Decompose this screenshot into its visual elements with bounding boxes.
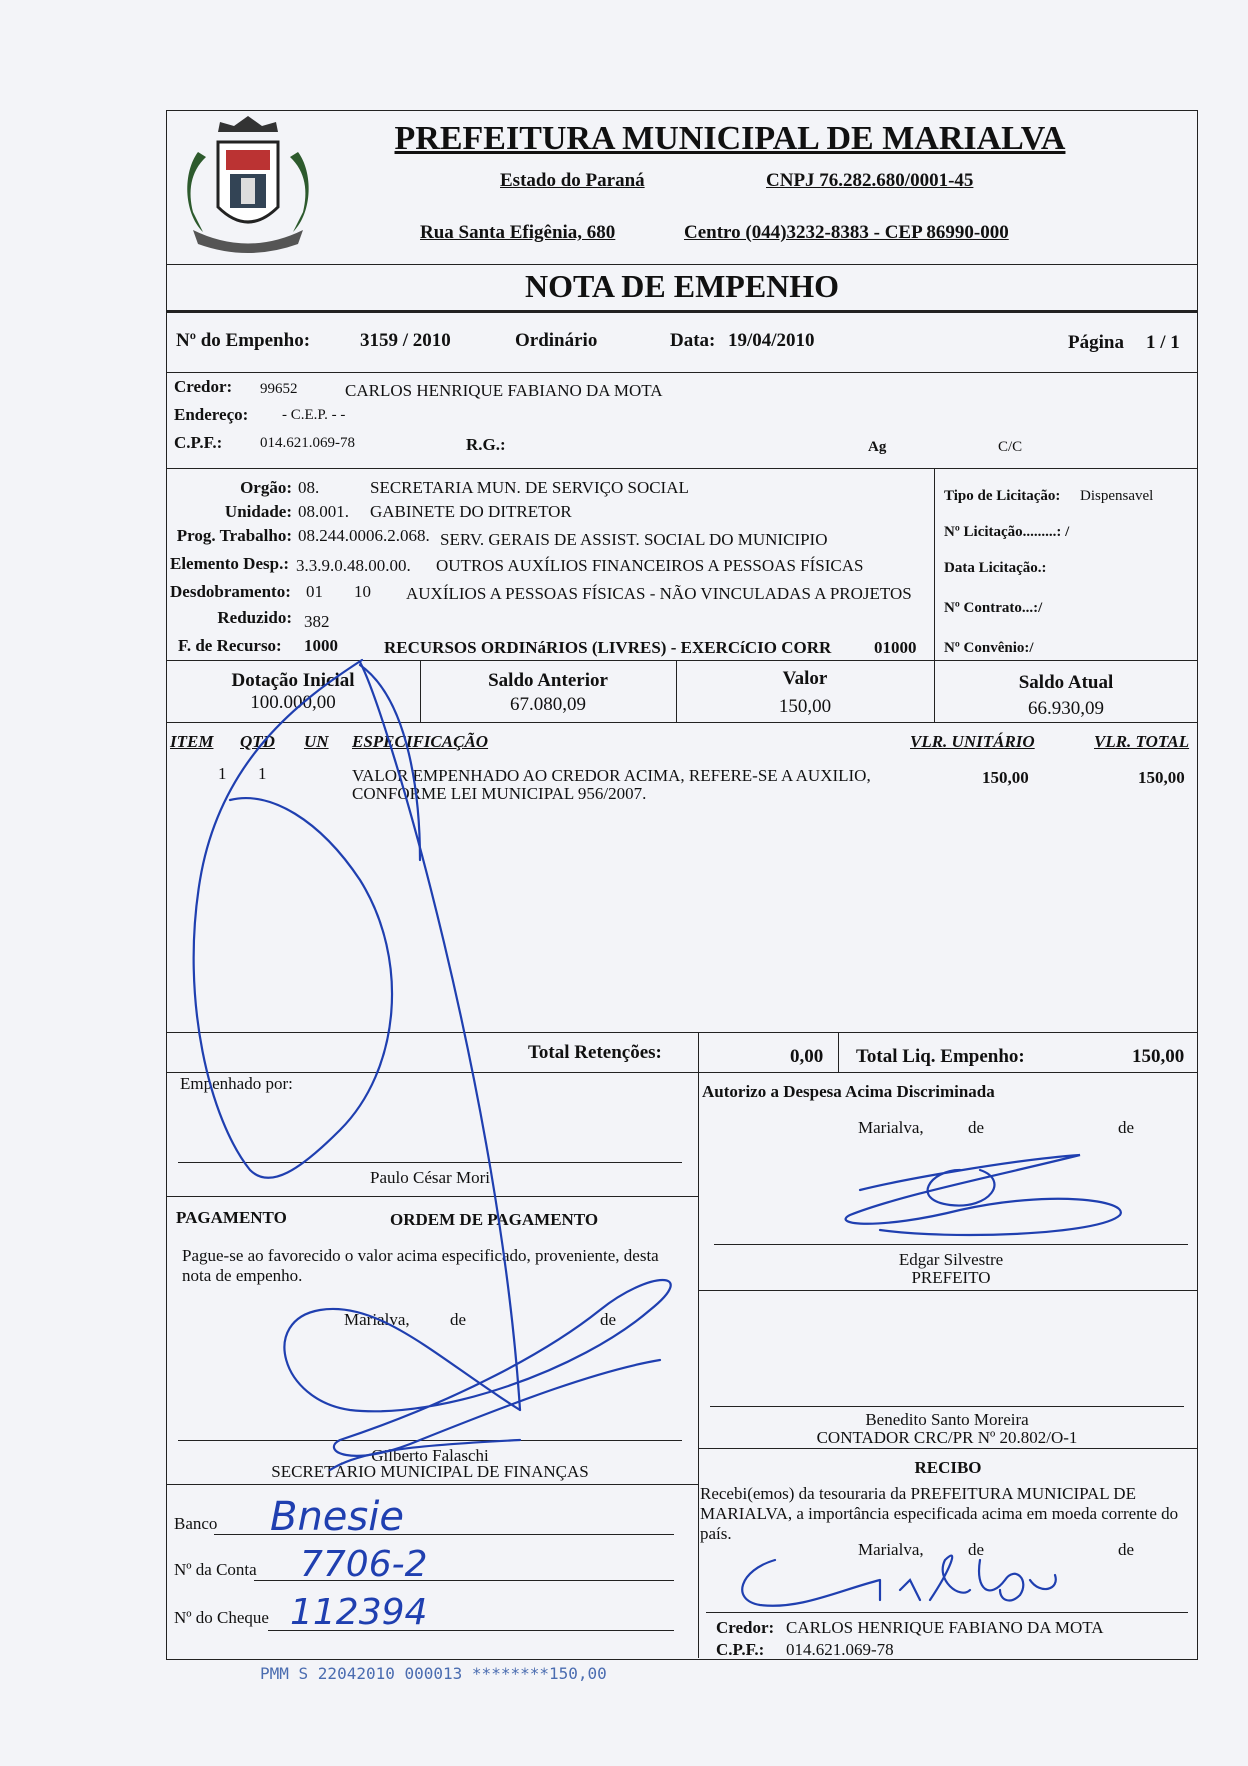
prog-value: SERV. GERAIS DE ASSIST. SOCIAL DO MUNICIPIO	[440, 530, 828, 549]
licitacao-numero: Nº Licitação.........: /	[944, 524, 1070, 540]
retencoes-label: Total Retenções:	[528, 1042, 662, 1063]
orgao-code: 08.	[298, 478, 320, 497]
secretario-name: Gilberto Falaschi	[371, 1446, 489, 1465]
recurso-code: 1000	[304, 636, 338, 655]
licitacao-tipo: Dispensavel	[1080, 488, 1154, 504]
autorizo-city: Marialva,	[858, 1118, 924, 1137]
doc-title: NOTA DE EMPENHO	[524, 268, 840, 304]
item-desc-line1: VALOR EMPENHADO AO CREDOR ACIMA, REFERE-SE A AUXILIO,	[352, 766, 871, 785]
prefeito-role: PREFEITO	[911, 1268, 991, 1287]
recurso-label: F. de Recurso:	[178, 636, 282, 655]
page-number-label: Página	[1068, 332, 1124, 353]
recibo-de1: de	[968, 1540, 985, 1559]
prog-code: 08.244.0006.2.068.	[298, 526, 430, 545]
reduzido-value: 382	[304, 612, 330, 631]
saldo-anterior-value: 67.080,09	[510, 694, 586, 715]
saldo-anterior-label: Saldo Anterior	[488, 670, 608, 691]
item-qtd: 1	[258, 764, 267, 783]
retencoes-value: 0,00	[790, 1046, 824, 1067]
payment-stamp: PMM S 22042010 000013 ********150,00	[260, 1664, 607, 1683]
dotacao-value: 100.000,00	[250, 692, 336, 713]
banco-label: Banco	[174, 1514, 218, 1533]
address-value: - C.E.P. - -	[282, 407, 346, 423]
page-title: PREFEITURA MUNICIPAL DE MARIALVA	[394, 120, 1066, 157]
pagamento-text-line1: Pague-se ao favorecido o valor acima especificado, proveniente, desta	[182, 1246, 659, 1265]
licitacao-data: Data Licitação.:	[944, 560, 1047, 576]
unidade-value: GABINETE DO DITRETOR	[370, 502, 572, 521]
autorizo-de2: de	[1118, 1118, 1135, 1137]
empenhado-name: Paulo César Mori	[370, 1168, 490, 1187]
orgao-label: Orgão:	[240, 478, 292, 497]
saldo-atual-value: 66.930,09	[1028, 698, 1104, 719]
dotacao-label: Dotação Inicial	[231, 670, 355, 691]
prog-label: Prog. Trabalho:	[176, 526, 292, 545]
pagamento-city: Marialva,	[344, 1310, 410, 1329]
address-label: Endereço:	[174, 405, 249, 424]
secretario-role: SECRETÁRIO MUNICIPAL DE FINANÇAS	[271, 1462, 589, 1481]
pagamento-label: PAGAMENTO	[176, 1208, 287, 1227]
autorizo-label: Autorizo a Despesa Acima Discriminada	[702, 1082, 995, 1101]
contador-role: CONTADOR CRC/PR Nº 20.802/O-1	[816, 1428, 1078, 1447]
desdobramento-value: AUXÍLIOS A PESSOAS FÍSICAS - NÃO VINCULADAS A PROJETOS	[406, 584, 912, 603]
contact-label: Centro (044)3232-8383 - CEP 86990-000	[684, 222, 1009, 243]
handwritten-cheque: 112394	[290, 1592, 428, 1633]
recibo-text-line2: MARIALVA, a importância especificada acima em moeda corrente do	[700, 1504, 1179, 1523]
autorizo-de1: de	[968, 1118, 985, 1137]
desdobramento-code2: 10	[354, 582, 371, 601]
desdobramento-label: Desdobramento:	[170, 582, 291, 601]
credor-name: CARLOS HENRIQUE FABIANO DA MOTA	[345, 381, 663, 400]
pagamento-de1: de	[450, 1310, 467, 1329]
col-un: UN	[304, 732, 329, 751]
licitacao-tipo-label: Tipo de Licitação:	[944, 488, 1061, 504]
item-unit-value: 150,00	[982, 768, 1029, 787]
unidade-label: Unidade:	[224, 502, 292, 521]
elemento-value: OUTROS AUXÍLIOS FINANCEIROS A PESSOAS FÍSICAS	[436, 556, 864, 575]
saldo-atual-label: Saldo Atual	[1018, 672, 1114, 693]
valor-label: Valor	[782, 668, 828, 689]
ordem-pagamento-label: ORDEM DE PAGAMENTO	[390, 1210, 599, 1229]
recurso-code2: 01000	[874, 638, 917, 657]
recibo-cpf-label: C.P.F.:	[716, 1640, 765, 1659]
pagamento-text-line2: nota de empenho.	[182, 1266, 303, 1285]
pagamento-de2: de	[600, 1310, 617, 1329]
item-total-value: 150,00	[1138, 768, 1185, 787]
elemento-label: Elemento Desp.:	[170, 554, 289, 573]
cpf-value: 014.621.069-78	[260, 435, 355, 451]
recurso-value: RECURSOS ORDINáRIOS (LIVRES) - EXERCíCIO CORR	[384, 638, 832, 657]
ag-label: Ag	[868, 439, 887, 455]
col-espec: ESPECIFICAÇÃO	[352, 732, 489, 751]
total-liq-label: Total Liq. Empenho:	[856, 1046, 1025, 1067]
recibo-title: RECIBO	[914, 1458, 982, 1477]
credor-code: 99652	[260, 381, 298, 397]
cheque-label: Nº do Cheque	[174, 1608, 269, 1627]
conta-label: Nº da Conta	[174, 1560, 257, 1579]
empenho-date-label: Data:	[670, 330, 716, 351]
recibo-cpf-value: 014.621.069-78	[786, 1640, 894, 1659]
empenho-number-label: Nº do Empenho:	[176, 330, 311, 351]
recibo-credor-label: Credor:	[716, 1618, 775, 1637]
unidade-code: 08.001.	[298, 502, 349, 521]
col-unit: VLR. UNITÁRIO	[910, 732, 1035, 751]
elemento-code: 3.3.9.0.48.00.00.	[296, 556, 411, 575]
contador-name: Benedito Santo Moreira	[865, 1410, 1029, 1429]
col-qtd: QTD	[240, 732, 275, 751]
col-total: VLR. TOTAL	[1094, 732, 1190, 751]
desdobramento-code1: 01	[306, 582, 323, 601]
item-number: 1	[218, 764, 227, 783]
empenhado-label: Empenhado por:	[180, 1074, 293, 1093]
page-number: 1 / 1	[1146, 332, 1180, 353]
empenho-type: Ordinário	[515, 330, 598, 351]
reduzido-label: Reduzido:	[217, 608, 292, 627]
recibo-de2: de	[1118, 1540, 1135, 1559]
cpf-label: C.P.F.:	[174, 433, 223, 452]
licitacao-contrato: Nº Contrato...:/	[944, 600, 1043, 616]
credor-label: Credor:	[174, 377, 233, 396]
cc-label: C/C	[998, 439, 1023, 455]
recibo-credor-name: CARLOS HENRIQUE FABIANO DA MOTA	[786, 1618, 1104, 1637]
empenho-date: 19/04/2010	[728, 330, 815, 351]
total-liq-value: 150,00	[1132, 1046, 1185, 1067]
handwritten-banco: Bnesie	[270, 1494, 404, 1540]
item-desc-line2: CONFORME LEI MUNICIPAL 956/2007.	[352, 784, 647, 803]
col-item: ITEM	[170, 732, 214, 751]
recibo-text-line3: país.	[700, 1524, 732, 1543]
recibo-city: Marialva,	[858, 1540, 924, 1559]
prefeito-name: Edgar Silvestre	[898, 1250, 1004, 1269]
recibo-text-line1: Recebi(emos) da tesouraria da PREFEITURA MUNICIPAL DE	[700, 1484, 1136, 1503]
rg-label: R.G.:	[466, 435, 506, 454]
orgao-value: SECRETARIA MUN. DE SERVIÇO SOCIAL	[370, 478, 689, 497]
street-label: Rua Santa Efigênia, 680	[420, 222, 616, 243]
empenho-number: 3159 / 2010	[360, 330, 451, 351]
cnpj-label: CNPJ 76.282.680/0001-45	[766, 170, 974, 191]
valor-value: 150,00	[778, 696, 832, 717]
handwritten-conta: 7706-2	[300, 1544, 428, 1585]
state-label: Estado do Paraná	[500, 170, 645, 191]
licitacao-convenio: Nº Convênio:/	[944, 640, 1034, 656]
